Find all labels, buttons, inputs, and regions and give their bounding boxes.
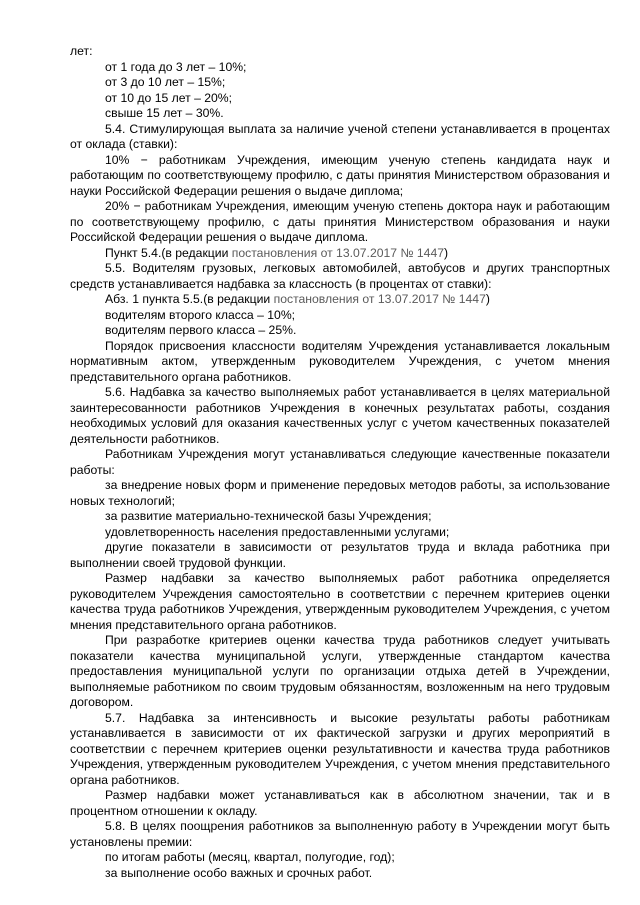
note-prefix: Абз. 1 пункта 5.5.(в редакции [105,292,274,306]
edit-note [70,246,610,262]
list-item: водителям первого класса – 25%. [105,323,297,337]
paragraph: Работникам Учреждения могут устанавливаться следующие качественные показатели работы: [70,447,610,477]
list-item: за внедрение новых форм и применение передовых методов работы, за использование новых технологий; [70,478,610,508]
paragraph: Порядок присвоения классности водителям Учреждения устанавливается локальным нормативным актом, утвержденным руководителем Учреждения, с учетом мнения представительного органа работников. [70,338,610,384]
note-prefix: Пункт 5.4.(в редакции [105,245,232,260]
text-line: лет: [70,44,93,58]
list-item: другие показатели в зависимости от результатов труда и вклада работника при выполнении своей трудовой функции. [70,540,610,570]
paragraph-5-8: 5.8. В целях поощрения работников за выполненную работу в Учреждении могут быть установлены премии: [70,819,610,849]
paragraph: 10% − работникам Учреждения, имеющим ученую степень кандидата наук и работающим по соответствующему профилю, с даты принятия Министерством образования и науки Российской Федерации решения о выдаче диплома; [70,152,610,198]
paragraph-5-4: 5.4. Стимулирующая выплата за наличие ученой степени устанавливается в процентах от оклада (ставки): [70,121,610,151]
paragraph-5-7: 5.7. Надбавка за интенсивность и высокие результаты работы работникам устанавливается в зависимости от их фактической загрузки и других мероприятий в соответствии с перечнем критериев оценки результативности и качества труда работников Учреждения, утвержденным руководителем Учреждения, с учетом мнения представительного органа работников. [70,710,610,787]
paragraph: Размер надбавки может устанавливаться как в абсолютном значении, так и в процентном отношении к окладу. [70,788,610,818]
list-item: за выполнение особо важных и срочных работ. [105,865,373,880]
paragraph: 20% − работникам Учреждения, имеющим ученую степень доктора наук и работающим по соответствующему профилю, с даты принятия Министерством образования и науки Российской Федерации решения о выдаче диплома. [70,199,610,244]
paragraph: Размер надбавки за качество выполняемых работ работника определяется руководителем Учреждения самостоятельно в соответствии с перечнем критериев оценки качества труда работников Учреждения, утвержденным руководителем Учреждения, с учетом мнения представительного органа работников. [70,571,610,632]
list-item: по итогам работы (месяц, квартал, полугодие, год); [105,850,395,864]
note-suffix: ) [485,292,490,306]
note-suffix: ) [444,245,449,260]
decree-link[interactable]: постановления от 13.07.2017 № 1447 [231,245,445,260]
list-item: от 3 до 10 лет – 15%; [105,75,226,89]
decree-link[interactable]: постановления от 13.07.2017 № 1447 [273,292,486,306]
paragraph: При разработке критериев оценки качества труда работников следует учитывать показатели качества муниципальной услуги, утвержденные стандартом качества предоставления муниципальной услуги по организации отдыха детей в Учреждении, выполняемые работником по своим трудовым обязанностям, возложенным на него трудовым договором. [70,633,610,709]
list-item: от 1 года до 3 лет – 10%; [105,59,247,74]
seniority-list [70,60,610,122]
list-item: от 10 до 15 лет – 20%; [105,90,233,105]
list-item: удовлетворенность населения предоставленными услугами; [105,524,450,539]
list-item: за развитие материально-технической базы Учреждения; [105,509,432,523]
document-page [70,44,610,881]
edit-note [70,292,610,308]
paragraph-5-5: 5.5. Водителям грузовых, легковых автомобилей, автобусов и других транспортных средств устанавливается надбавка за классность (в процентах от ставки): [70,261,610,291]
list-item: свыше 15 лет – 30%. [105,106,224,120]
list-item: водителям второго класса – 10%; [105,307,296,322]
paragraph-5-6: 5.6. Надбавка за качество выполняемых работ устанавливается в целях материальной заинтересованности работников Учреждения в конечных результатах работы, создания необходимых условий для оказания качественных услуг с учетом качественных показателей деятельности работников. [70,385,610,446]
